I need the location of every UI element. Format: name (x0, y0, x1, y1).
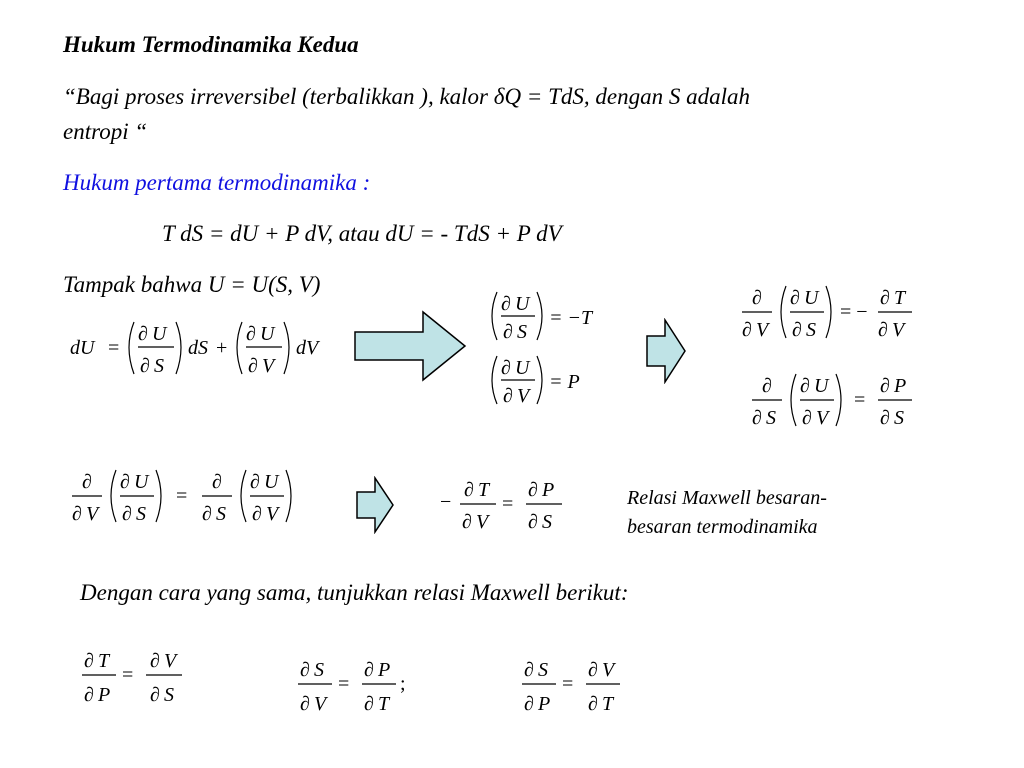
V-sym: V (816, 407, 829, 429)
V-sym: V (892, 319, 905, 341)
partial-sym: ∂ (300, 693, 310, 715)
partial-sym: ∂ (150, 684, 160, 706)
eq-sign: = (502, 493, 514, 515)
U-sym: U (152, 323, 167, 345)
eq-sign: = (108, 337, 120, 359)
S-sym: S (538, 659, 548, 681)
maxwell-note-line-2: besaran termodinamika (627, 516, 818, 538)
right-arrow-icon (353, 310, 468, 382)
maxwell-note-line-1: Relasi Maxwell besaran- (627, 487, 827, 509)
U-sym: U (804, 287, 819, 309)
exercise-relation-3 (520, 654, 630, 720)
T-sym: T (602, 693, 614, 715)
semicolon: ; (400, 673, 406, 695)
S-sym: S (806, 319, 816, 341)
right-arrow-icon (645, 318, 687, 384)
eq-sign: = (176, 485, 188, 507)
P-rhs: = P (549, 371, 580, 393)
derivative-V-equation (740, 282, 920, 352)
partial-U-V-equation (485, 352, 615, 412)
partial-sym: ∂ (501, 293, 511, 315)
eq-sign: = (122, 664, 134, 686)
V-sym: V (86, 503, 99, 525)
partial-sym: ∂ (800, 375, 810, 397)
partial-sym: ∂ (300, 659, 310, 681)
dS-sym: dS (188, 337, 208, 359)
partial-sym: ∂ (150, 650, 160, 672)
partial-sym: ∂ (524, 659, 534, 681)
U-sym: U (264, 471, 279, 493)
U-sym: U (134, 471, 149, 493)
partial-sym: ∂ (880, 407, 890, 429)
partial-sym: ∂ (248, 355, 258, 377)
derivative-S-equation (750, 370, 920, 440)
V-sym: V (262, 355, 275, 377)
partial-sym: ∂ (84, 650, 94, 672)
partial-sym: ∂ (528, 511, 538, 533)
mixed-partial-equality (70, 466, 310, 536)
partial-sym: ∂ (250, 471, 260, 493)
exercise-statement: Dengan cara yang sama, tunjukkan relasi Maxwell berikut: (80, 580, 629, 605)
partial-sym: ∂ (252, 503, 262, 525)
partial-U-S-equation (485, 288, 615, 348)
T-sym: T (478, 479, 490, 501)
eq-sign: = (338, 673, 350, 695)
dV-sym: dV (296, 337, 319, 359)
partial-sym: ∂ (364, 659, 374, 681)
exercise-relation-2 (296, 654, 416, 720)
partial-sym: ∂ (588, 693, 598, 715)
partial-sym: ∂ (792, 319, 802, 341)
P-sym: P (542, 479, 555, 501)
partial-sym: ∂ (503, 321, 513, 343)
minus-T-rhs: = −T (549, 307, 593, 329)
partial-sym: ∂ (138, 323, 148, 345)
partial-sym: ∂ (802, 407, 812, 429)
partial-sym: ∂ (528, 479, 538, 501)
partial-sym: ∂ (742, 319, 752, 341)
partial-sym: ∂ (120, 471, 130, 493)
partial-sym: ∂ (140, 355, 150, 377)
U-sym: U (814, 375, 829, 397)
V-sym: V (314, 693, 327, 715)
S-sym: S (542, 511, 552, 533)
U-sym: U (515, 357, 530, 379)
V-sym: V (476, 511, 489, 533)
quote-line-2: entropi “ (63, 119, 148, 144)
V-sym: V (164, 650, 177, 672)
S-sym: S (164, 684, 174, 706)
right-arrow-icon (355, 476, 395, 534)
U-sym: U (260, 323, 275, 345)
S-sym: S (136, 503, 146, 525)
partial-sym: ∂ (122, 503, 132, 525)
partial-sym: ∂ (501, 357, 511, 379)
eq-minus-sign: = − (840, 301, 868, 323)
S-sym: S (517, 321, 527, 343)
P-sym: P (98, 684, 111, 706)
S-sym: S (216, 503, 226, 525)
partial-sym: ∂ (212, 471, 222, 493)
partial-sym: ∂ (752, 287, 762, 309)
S-sym: S (894, 407, 904, 429)
dU-lhs: dU (70, 337, 95, 359)
minus-sign: − (440, 491, 452, 513)
S-sym: S (314, 659, 324, 681)
T-sym: T (98, 650, 110, 672)
quote-line-1: “Bagi proses irreversibel (terbalikkan ), kalor δQ = TdS, dengan S adalah (63, 84, 750, 109)
partial-sym: ∂ (464, 479, 474, 501)
partial-sym: ∂ (462, 511, 472, 533)
seen-statement: Tampak bahwa U = U(S, V) (63, 272, 321, 297)
first-law-heading: Hukum pertama termodinamika : (63, 170, 371, 195)
V-sym: V (756, 319, 769, 341)
exercise-relation-1 (80, 645, 190, 711)
total-differential-equation (70, 314, 350, 384)
plus-sign: + (216, 337, 228, 359)
partial-sym: ∂ (202, 503, 212, 525)
partial-sym: ∂ (880, 287, 890, 309)
P-sym: P (538, 693, 551, 715)
partial-sym: ∂ (588, 659, 598, 681)
S-sym: S (766, 407, 776, 429)
T-sym: T (378, 693, 390, 715)
partial-sym: ∂ (503, 385, 513, 407)
partial-sym: ∂ (84, 684, 94, 706)
P-sym: P (894, 375, 907, 397)
partial-sym: ∂ (790, 287, 800, 309)
partial-sym: ∂ (880, 375, 890, 397)
V-sym: V (517, 385, 530, 407)
V-sym: V (602, 659, 615, 681)
S-sym: S (154, 355, 164, 377)
P-sym: P (378, 659, 391, 681)
V-sym: V (266, 503, 279, 525)
partial-sym: ∂ (752, 407, 762, 429)
partial-sym: ∂ (72, 503, 82, 525)
first-law-equation: T dS = dU + P dV, atau dU = - TdS + P dV (162, 221, 562, 246)
partial-sym: ∂ (524, 693, 534, 715)
partial-sym: ∂ (364, 693, 374, 715)
T-sym: T (894, 287, 906, 309)
partial-sym: ∂ (878, 319, 888, 341)
partial-sym: ∂ (246, 323, 256, 345)
slide-title: Hukum Termodinamika Kedua (63, 32, 359, 57)
maxwell-relation-result (440, 476, 570, 540)
partial-sym: ∂ (762, 375, 772, 397)
U-sym: U (515, 293, 530, 315)
partial-sym: ∂ (82, 471, 92, 493)
eq-sign: = (562, 673, 574, 695)
eq-sign: = (854, 389, 866, 411)
